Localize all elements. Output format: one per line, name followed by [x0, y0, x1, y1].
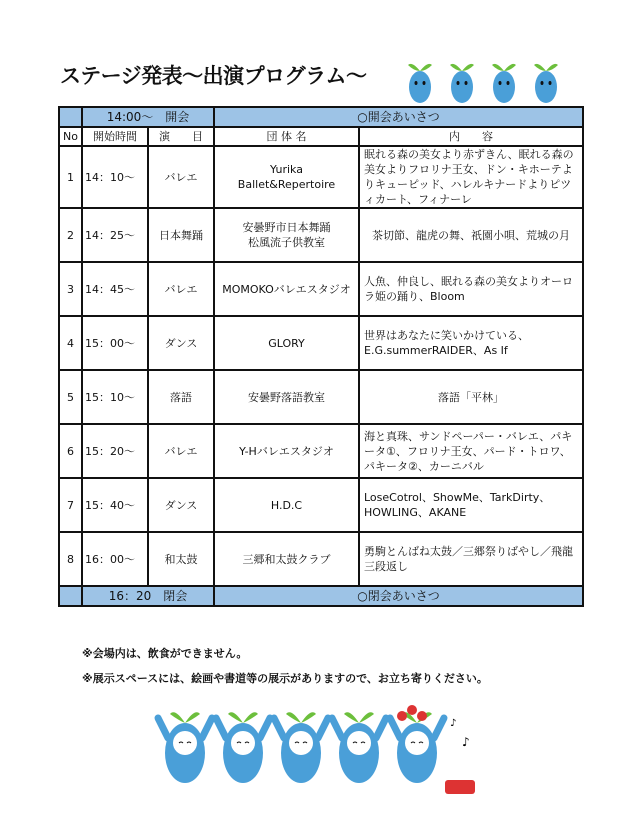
row-category: ダンス: [148, 316, 214, 370]
svg-text:♪: ♪: [462, 735, 470, 749]
group-name-line: Ballet&Repertoire: [237, 178, 336, 191]
table-row: [59, 478, 583, 532]
table-row: [59, 316, 583, 370]
row-time: 15：40～: [82, 478, 148, 532]
row-no: 5: [59, 370, 82, 424]
row-group: [214, 370, 359, 424]
row-content: LoseCotrol、ShowMe、TarkDirty、HOWLING、AKANE: [359, 478, 583, 532]
row-time: 14：45～: [82, 262, 148, 316]
row-no: 4: [59, 316, 82, 370]
radio-icon: [445, 780, 475, 794]
opening-time: 14:00～ 開会: [82, 107, 214, 127]
row-content: 落語「平林」: [359, 370, 583, 424]
group-name-line: 松風流子供教室: [248, 236, 325, 249]
table-row: [59, 532, 583, 586]
row-group: [214, 532, 359, 586]
mascot-characters-top: [400, 55, 570, 107]
table-row: [59, 208, 583, 262]
row-no: 7: [59, 478, 82, 532]
row-no: 1: [59, 146, 82, 208]
header-group: 団 体 名: [214, 127, 359, 146]
row-no: 3: [59, 262, 82, 316]
header-content: 内 容: [359, 127, 583, 146]
mascot-characters-bottom: [150, 688, 490, 798]
row-group: [214, 208, 359, 262]
header-time: 開始時間: [82, 127, 148, 146]
closing-time: 16：20 閉会: [82, 586, 214, 606]
row-group: [214, 424, 359, 478]
row-content: 世界はあなたに笑いかけている、E.G.summerRAIDER、As If: [359, 316, 583, 370]
note-exhibition: ※展示スペースには、絵画や書道等の展示がありますので、お立ち寄りください。: [82, 672, 488, 685]
row-time: 14：25～: [82, 208, 148, 262]
table-row: [59, 370, 583, 424]
opening-row: [59, 107, 583, 127]
row-category: バレエ: [148, 262, 214, 316]
row-category: バレエ: [148, 146, 214, 208]
column-headers: [59, 127, 583, 146]
closing-row: [59, 586, 583, 606]
row-content: 眠れる森の美女より赤ずきん、眠れる森の美女よりフロリナ王女、ドン・キホーテよりキューピッド、ハレルキナードよりピツィカート、フィナーレ: [359, 146, 583, 208]
group-name-line: GLORY: [268, 336, 305, 350]
row-category: 日本舞踊: [148, 208, 214, 262]
row-time: 16：00～: [82, 532, 148, 586]
row-content: 勇駒とんばね太鼓／三郷祭りばやし／飛龍三段返し: [359, 532, 583, 586]
row-category: 落語: [148, 370, 214, 424]
table-row: [59, 424, 583, 478]
row-content: 海と真珠、サンドペーパー・バレエ、パキータ①、フロリナ王女、パード・トロワ、パキータ②、カーニバル: [359, 424, 583, 478]
row-content: 茶切節、龍虎の舞、祇園小唄、荒城の月: [359, 208, 583, 262]
header-no: No: [59, 127, 82, 146]
row-content: 人魚、仲良し、眠れる森の美女よりオーロラ姫の踊り、Bloom: [359, 262, 583, 316]
row-group: [214, 316, 359, 370]
group-name-line: MOMOKOバレエスタジオ: [222, 282, 351, 296]
closing-content: ○閉会あいさつ: [214, 586, 583, 606]
group-name-line: Y-Hバレエスタジオ: [239, 444, 334, 458]
svg-text:♪: ♪: [450, 718, 457, 729]
row-category: バレエ: [148, 424, 214, 478]
group-name-line: 安曇野落語教室: [248, 390, 325, 404]
note-no-eating: ※会場内は、飲食ができません。: [82, 647, 248, 660]
group-name-line: 安曇野市日本舞踊: [242, 221, 331, 234]
row-time: 14：10～: [82, 146, 148, 208]
group-name-line: Yurika: [270, 163, 303, 176]
table-row: [59, 262, 583, 316]
opening-content: ○開会あいさつ: [214, 107, 583, 127]
row-category: 和太鼓: [148, 532, 214, 586]
row-group: [214, 262, 359, 316]
page-title: ステージ発表～出演プログラム～: [60, 64, 367, 88]
header-category: 演 目: [148, 127, 214, 146]
row-group: [214, 146, 359, 208]
row-time: 15：20～: [82, 424, 148, 478]
row-time: 15：10～: [82, 370, 148, 424]
row-no: 2: [59, 208, 82, 262]
group-name-line: H.D.C: [270, 498, 303, 512]
group-name-line: 三郷和太鼓クラブ: [242, 552, 331, 566]
row-time: 15：00～: [82, 316, 148, 370]
program-table: [58, 106, 584, 607]
row-category: ダンス: [148, 478, 214, 532]
table-row: [59, 146, 583, 208]
row-no: 6: [59, 424, 82, 478]
row-no: 8: [59, 532, 82, 586]
row-group: [214, 478, 359, 532]
